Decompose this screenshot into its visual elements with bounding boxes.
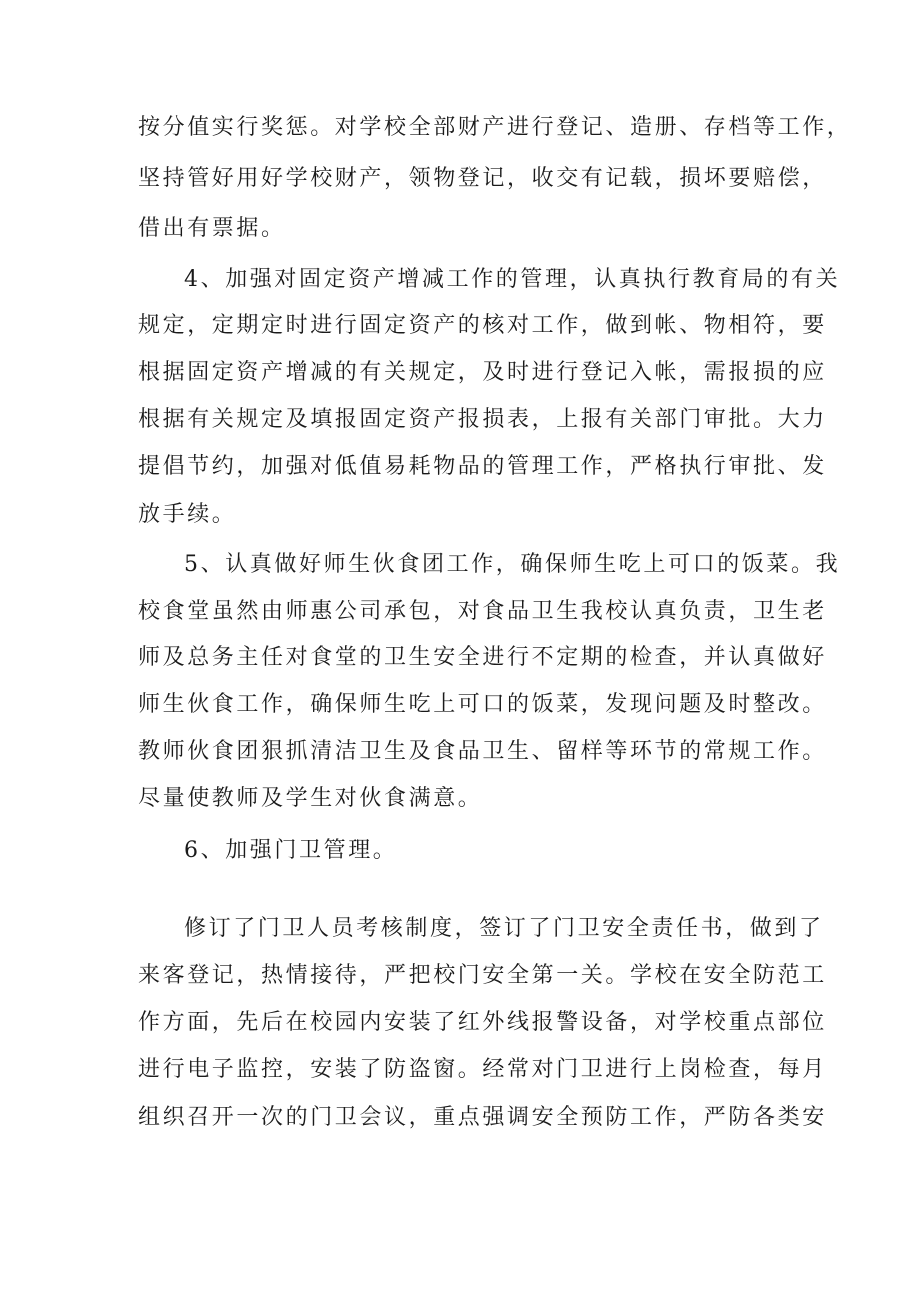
text-line: 按分值实行奖惩。对学校全部财产进行登记、造册、存档等工作， (138, 115, 852, 140)
text-line: 教师伙食团狠抓清洁卫生及食品卫生、留样等环节的常规工作。 (138, 739, 827, 764)
text-line: 6、加强门卫管理。 (184, 838, 398, 863)
text-line: 根据有关规定及填报固定资产报损表，上报有关部门审批。大力 (138, 407, 827, 432)
text-line: 坚持管好用好学校财产，领物登记，收交有记载，损坏要赔偿， (138, 166, 827, 191)
text-line: 师生伙食工作，确保师生吃上可口的饭菜，发现问题及时整改。 (138, 692, 827, 717)
text-line: 借出有票据。 (138, 216, 286, 241)
text-line: 师及总务主任对食堂的卫生安全进行不定期的检查，并认真做好 (138, 645, 827, 670)
text-line: 作方面，先后在校园内安装了红外线报警设备，对学校重点部位 (138, 1010, 827, 1035)
text-line: 提倡节约，加强对低值易耗物品的管理工作，严格执行审批、发 (138, 454, 827, 479)
text-line: 尽量使教师及学生对伙食满意。 (138, 786, 483, 811)
text-line: 4、加强对固定资产增减工作的管理，认真执行教育局的有关 (184, 267, 841, 292)
text-line: 根据固定资产增减的有关规定，及时进行登记入帐，需报损的应 (138, 360, 827, 385)
text-line: 校食堂虽然由师惠公司承包，对食品卫生我校认真负责，卫生老 (138, 599, 827, 624)
text-line: 5、认真做好师生伙食团工作，确保师生吃上可口的饭菜。我 (184, 552, 841, 577)
text-line: 来客登记，热情接待，严把校门安全第一关。学校在安全防范工 (138, 963, 827, 988)
text-line: 放手续。 (138, 502, 237, 527)
text-line: 组织召开一次的门卫会议，重点强调安全预防工作，严防各类安 (138, 1105, 827, 1130)
text-line: 修订了门卫人员考核制度，签订了门卫安全责任书，做到了 (184, 916, 824, 941)
text-line: 规定，定期定时进行固定资产的核对工作，做到帐、物相符，要 (138, 313, 827, 338)
text-line: 进行电子监控，安装了防盗窗。经常对门卫进行上岗检查，每月 (138, 1057, 827, 1082)
